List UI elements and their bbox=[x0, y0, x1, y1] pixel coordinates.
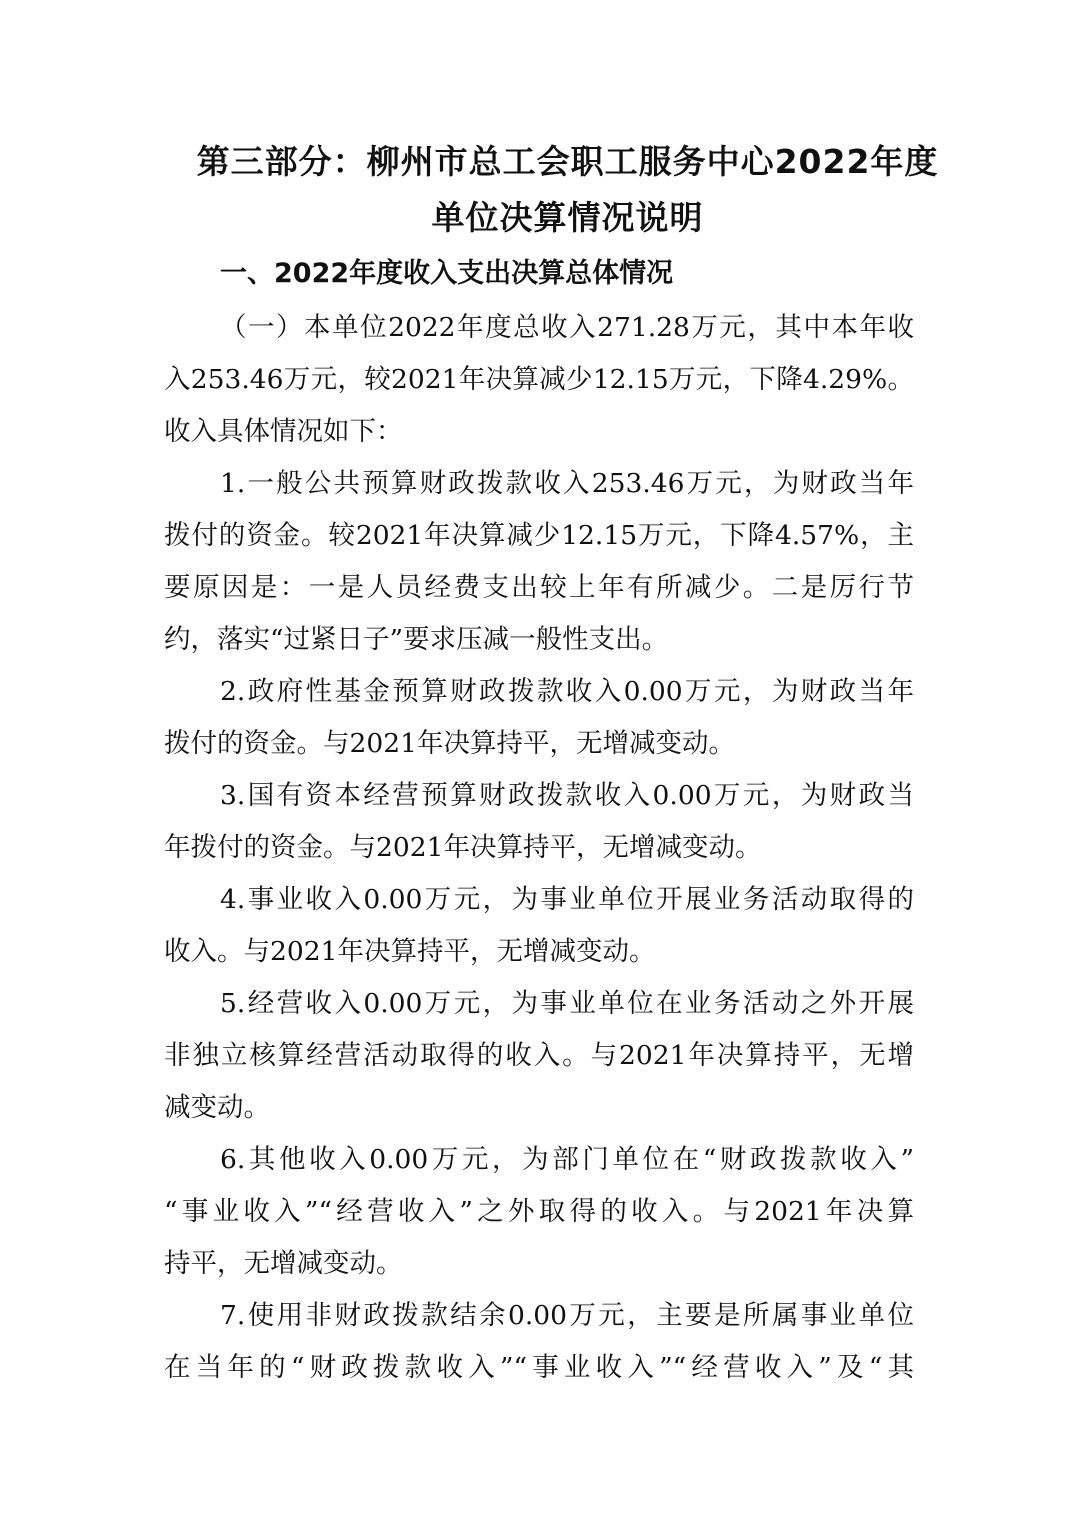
paragraph-line: 年拨付的资金。与2021年决算持平，无增减变动。 bbox=[164, 832, 762, 863]
paragraph-line: 减变动。 bbox=[164, 1092, 270, 1123]
paragraph-line: 非独立核算经营活动取得的收入。与2021年决算持平，无增 bbox=[164, 1040, 914, 1071]
paragraph-line: 持平，无增减变动。 bbox=[164, 1248, 403, 1279]
paragraph-line: 7.使用非财政拨款结余0.00万元，主要是所属事业单位 bbox=[220, 1300, 914, 1331]
paragraph-line: 收入具体情况如下： bbox=[164, 416, 403, 447]
paragraph-line: 入253.46万元，较2021年决算减少12.15万元，下降4.29%。 bbox=[164, 364, 914, 395]
paragraph-line: 5.经营收入0.00万元，为事业单位在业务活动之外开展 bbox=[220, 988, 914, 1019]
paragraph-line: 2.政府性基金预算财政拨款收入0.00万元，为财政当年 bbox=[220, 676, 914, 707]
paragraph-line: 约，落实“过紧日子”要求压减一般性支出。 bbox=[164, 624, 669, 655]
paragraph-line: （一）本单位2022年度总收入271.28万元，其中本年收 bbox=[220, 312, 914, 343]
paragraph-line: 6.其他收入0.00万元，为部门单位在“财政拨款收入” bbox=[220, 1144, 914, 1175]
section-heading: 一、2022年度收入支出决算总体情况 bbox=[220, 258, 674, 289]
page-title: 第三部分：柳州市总工会职工服务中心2022年度 bbox=[196, 142, 939, 181]
paragraph-line: 在当年的“财政拨款收入”“事业收入”“经营收入”及“其 bbox=[164, 1352, 914, 1383]
paragraph-line: 3.国有资本经营预算财政拨款收入0.00万元，为财政当 bbox=[220, 780, 914, 811]
page-subtitle: 单位决算情况说明 bbox=[431, 198, 704, 237]
paragraph-line: “事业收入”“经营收入”之外取得的收入。与2021年决算 bbox=[164, 1196, 914, 1227]
paragraph-line: 4.事业收入0.00万元，为事业单位开展业务活动取得的 bbox=[220, 884, 914, 915]
paragraph-line: 拨付的资金。较2021年决算减少12.15万元，下降4.57%，主 bbox=[164, 520, 914, 551]
paragraph-line: 拨付的资金。与2021年决算持平，无增减变动。 bbox=[164, 728, 735, 759]
paragraph-line: 1.一般公共预算财政拨款收入253.46万元，为财政当年 bbox=[220, 468, 914, 499]
paragraph-line: 要原因是：一是人员经费支出较上年有所减少。二是厉行节 bbox=[164, 572, 914, 603]
paragraph-line: 收入。与2021年决算持平，无增减变动。 bbox=[164, 936, 656, 967]
